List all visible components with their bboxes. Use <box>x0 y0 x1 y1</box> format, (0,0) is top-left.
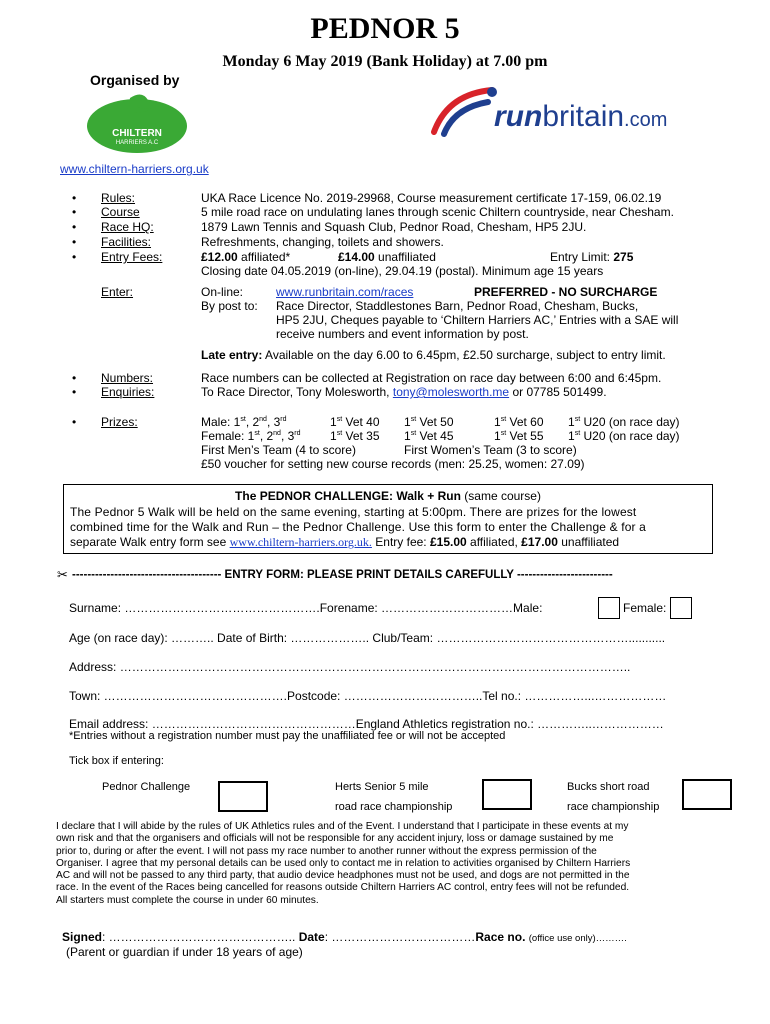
bucks-championship-checkbox[interactable] <box>682 779 732 810</box>
option-pednor-challenge-label: Pednor Challenge <box>102 781 191 793</box>
address-field[interactable]: Address: ……………………………………………………………………………………………………………….. <box>69 660 631 674</box>
post-line-3: receive numbers and event information by post. <box>276 327 529 341</box>
race-hq-label: Race HQ: <box>101 220 154 234</box>
entry-form-cut-line: --------------------------------------- ENTRY FORM: PLEASE PRINT DETAILS CAREFULLY ------------------------- <box>72 569 613 581</box>
page-title: PEDNOR 5 <box>310 12 460 45</box>
facilities-text: Refreshments, changing, toilets and showers. <box>201 235 444 249</box>
fee-unaffiliated <box>338 250 436 264</box>
late-entry-label: Late entry: <box>201 348 263 362</box>
bullet: • <box>72 191 77 205</box>
late-entry-text: Available on the day 6.00 to 6.45pm, £2.50 surcharge, subject to entry limit. <box>265 348 666 362</box>
logo-text-harriers: HARRIERS A.C <box>115 140 159 146</box>
logo-text-chiltern: CHILTERN <box>112 128 162 139</box>
prizes-label: Prizes: <box>101 415 138 429</box>
bullet: • <box>72 220 77 234</box>
declaration-line: All starters must complete the course in under 60 minutes. <box>56 894 319 906</box>
prize-vet50: 1st Vet 50 <box>404 415 454 429</box>
challenge-line-3: separate Walk entry form see www.chiltern-harriers.org.uk. Entry fee: £15.00 affiliated, £17.00 unaffiliated <box>70 535 620 549</box>
race-no-note: (office use only)………. <box>528 933 627 944</box>
signed-label: Signed <box>62 930 103 944</box>
scissors-icon: ✂ <box>57 567 68 582</box>
declaration-line: own risk and that the organisers and officials will not be responsible for any accident injury, loss or damage sustained by me <box>56 833 614 845</box>
declaration-line: race. In the event of the Races being cancelled for reasons outside Chiltern Harriers AC control, entry fees will not be refunded. <box>56 882 630 894</box>
post-line-1: Race Director, Staddlestones Barn, Pednor Road, Chesham, Bucks, <box>276 299 639 313</box>
course-record-voucher: £50 voucher for setting new course records (men: 25.25, women: 27.09) <box>201 457 585 471</box>
preferred-note: PREFERRED - NO SURCHARGE <box>474 285 658 299</box>
option-bucks-label-1: Bucks short road <box>567 781 650 793</box>
bullet: • <box>72 371 77 385</box>
prize-vet45: 1st Vet 45 <box>404 429 454 443</box>
bullet: • <box>72 250 77 264</box>
challenge-box <box>63 484 713 554</box>
declaration-line: AC and will not be passed to any third party, that audio device headphones must not be used, and dogs are not permitted in the <box>56 870 630 882</box>
prize-male: Male: 1st, 2nd, 3rd <box>201 415 287 429</box>
challenge-line-1: The Pednor 5 Walk will be held on the same evening, starting at 5:00pm. There are prizes for the lowest <box>70 505 637 519</box>
male-checkbox[interactable] <box>598 597 620 619</box>
email-registration-field[interactable]: Email address: ……………………………………………England Athletics registration no.: …………..……………… <box>69 717 664 731</box>
signature-row <box>62 930 627 944</box>
age-dob-club-field[interactable]: Age (on race day): ……….. Date of Birth: ……………….. Club/Team: …………………………………………........... <box>69 631 666 645</box>
prize-u20-male: 1st U20 (on race day) <box>568 415 680 429</box>
walk-entry-link[interactable]: www.chiltern-harriers.org.uk. <box>229 535 372 549</box>
facilities-label: Facilities: <box>101 235 152 249</box>
option-herts-label-2: road race championship <box>335 801 453 813</box>
date-label: Date <box>298 930 325 944</box>
runbritain-logo <box>430 84 680 140</box>
post-label: By post to: <box>201 299 258 313</box>
enquiries-email-link[interactable]: tony@molesworth.me <box>392 385 510 399</box>
declaration-line: Organiser. I agree that my personal details can be used only to contact me in relation to activities organised by Chiltern Harriers <box>56 857 631 869</box>
prize-vet60: 1st Vet 60 <box>494 415 544 429</box>
herts-championship-checkbox[interactable] <box>482 779 532 810</box>
fee-unaffiliated-amount: £14.00 <box>338 250 375 264</box>
entry-fees-label: Entry Fees: <box>101 250 163 264</box>
fee-affiliated-text: affiliated* <box>241 250 291 264</box>
date-field[interactable]: : ……………………………… <box>324 930 476 944</box>
surname-forename-field[interactable]: Surname: ………………………………………….Forename: ……………………………Male: <box>69 601 543 615</box>
challenge-heading <box>64 489 712 503</box>
fee-affiliated-amount: £12.00 <box>201 250 238 264</box>
online-entry-link[interactable]: www.runbritain.com/races <box>276 285 414 299</box>
option-herts-label-1: Herts Senior 5 mile <box>335 781 429 793</box>
runbritain-com: .com <box>624 109 668 131</box>
organised-by: Organised by <box>90 72 180 88</box>
course-text: 5 mile road race on undulating lanes through scenic Chiltern countryside, near Chesham. <box>201 205 674 219</box>
prize-vet35: 1st Vet 35 <box>330 429 380 443</box>
town-postcode-tel-field[interactable]: Town: ……………………………………….Postcode: ……………………………..Tel no.: ……………...……………… <box>69 689 667 703</box>
fee-affiliated <box>201 250 290 264</box>
prize-vet55: 1st Vet 55 <box>494 429 544 443</box>
enquiries-label: Enquiries: <box>101 385 155 399</box>
prize-womens-team: First Women’s Team (3 to score) <box>404 443 577 457</box>
tick-box-label: Tick box if entering: <box>69 755 164 767</box>
option-bucks-label-2: race championship <box>567 801 660 813</box>
online-label: On-line: <box>201 285 244 299</box>
website-link[interactable]: www.chiltern-harriers.org.uk <box>60 162 209 176</box>
declaration-text <box>56 821 716 907</box>
course-label: Course <box>101 205 140 219</box>
bullet: • <box>72 235 77 249</box>
race-no-label: Race no. <box>475 930 526 944</box>
prize-u20-female: 1st U20 (on race day) <box>568 429 680 443</box>
closing-date: Closing date 04.05.2019 (on-line), 29.04.19 (postal). Minimum age 15 years <box>201 264 604 278</box>
enquiries-text <box>201 385 607 399</box>
late-entry <box>201 348 666 362</box>
race-hq-text: 1879 Lawn Tennis and Squash Club, Pednor Road, Chesham, HP5 2JU. <box>201 220 587 234</box>
enter-label: Enter: <box>101 285 134 299</box>
runbritain-run: run <box>494 100 543 133</box>
challenge-heading-bold: The PEDNOR CHALLENGE: Walk + Run <box>235 489 461 503</box>
bullet: • <box>72 205 77 219</box>
challenge-heading-rest: (same course) <box>464 489 541 503</box>
rules-text: UKA Race Licence No. 2019-29968, Course measurement certificate 17-159, 06.02.19 <box>201 191 662 205</box>
prize-female: Female: 1st, 2nd, 3rd <box>201 429 301 443</box>
bullet: • <box>72 385 77 399</box>
prize-mens-team: First Men’s Team (4 to score) <box>201 443 356 457</box>
rules-label: Rules: <box>101 191 136 205</box>
numbers-text: Race numbers can be collected at Registration on race day between 6:00 and 6:45pm. <box>201 371 662 385</box>
declaration-line: I declare that I will abide by the rules of UK Athletics rules and of the Event. I understand that I participate in these events at my <box>56 821 629 832</box>
post-line-2: HP5 2JU, Cheques payable to ‘Chiltern Harriers AC,’ Entries with a SAE will <box>276 313 679 327</box>
enquiries-text-a: To Race Director, Tony Molesworth, <box>201 385 390 399</box>
runbritain-britain: britain <box>542 100 625 133</box>
female-label: Female: <box>623 601 667 615</box>
prize-vet40: 1st Vet 40 <box>330 415 380 429</box>
pednor-challenge-checkbox[interactable] <box>218 781 268 812</box>
entry-limit-label: Entry Limit: <box>550 250 611 264</box>
signature-field[interactable]: : ……………………………………….. <box>102 930 296 944</box>
numbers-label: Numbers: <box>101 371 154 385</box>
entry-limit-value: 275 <box>613 250 634 264</box>
event-date: Monday 6 May 2019 (Bank Holiday) at 7.00 pm <box>222 53 548 70</box>
registration-note: *Entries without a registration number must pay the unaffiliated fee or will not be accepted <box>69 730 506 742</box>
guardian-note: (Parent or guardian if under 18 years of age) <box>66 945 303 959</box>
female-checkbox[interactable] <box>670 597 692 619</box>
chiltern-harriers-logo <box>82 92 192 156</box>
bullet: • <box>72 415 77 429</box>
fee-unaffiliated-text: unaffiliated <box>378 250 436 264</box>
challenge-line-2: combined time for the Walk and Run – the Pednor Challenge. Use this form to enter the Challenge & for a <box>70 520 646 534</box>
declaration-line: prior to, during or after the event. I will not pass my race number to another runner without the express permission of the <box>56 845 597 857</box>
entry-limit <box>550 250 633 264</box>
enquiries-text-b: or 07785 501499. <box>512 385 607 399</box>
